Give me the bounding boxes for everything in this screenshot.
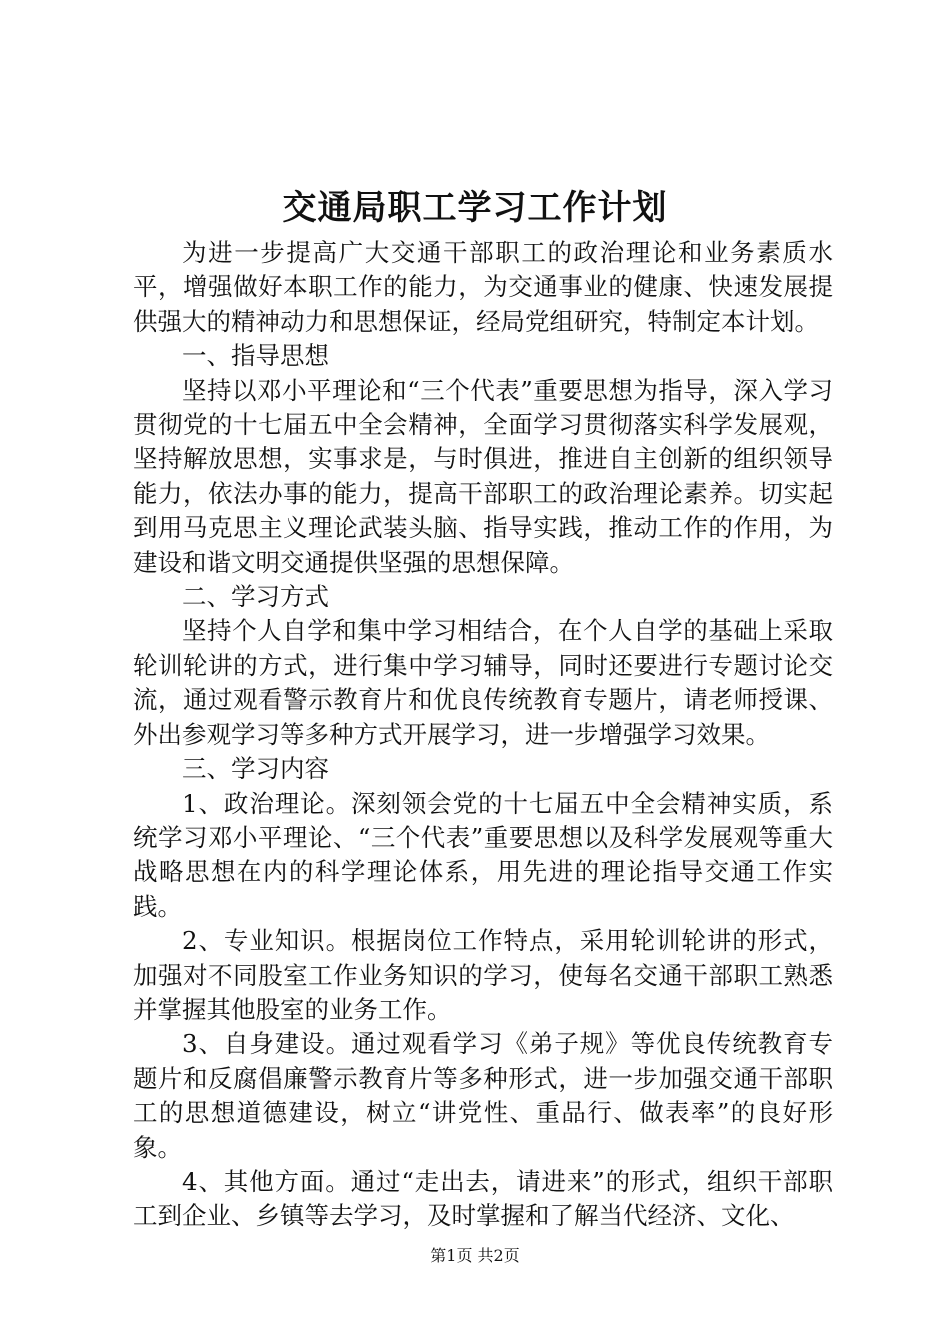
study-content-item-3: 3、自身建设。通过观看学习《弟子规》等优良传统教育专题片和反腐倡廉警示教育片等多种形式，进一步加强交通干部职工的思想道德建设，树立“讲党性、重品行、做表率”的良好形象。	[133, 1029, 833, 1162]
study-method-paragraph: 坚持个人自学和集中学习相结合，在个人自学的基础上采取轮训轮讲的方式，进行集中学习辅导，同时还要进行专题讨论交流，通过观看警示教育片和优良传统教育专题片，请老师授课、外出参观学习等多种方式开展学习，进一步增强学习效果。	[133, 616, 833, 749]
study-content-item-1: 1、政治理论。深刻领会党的十七届五中全会精神实质，系统学习邓小平理论、“三个代表”重要思想以及科学发展观等重大战略思想在内的科学理论体系，用先进的理论指导交通工作实践。	[133, 788, 833, 921]
study-content-item-4: 4、其他方面。通过“走出去，请进来”的形式，组织干部职工到企业、乡镇等去学习，及时掌握和了解当代经济、文化、	[133, 1166, 833, 1231]
document-title: 交通局职工学习工作计划	[282, 188, 668, 228]
intro-paragraph: 为进一步提高广大交通干部职工的政治理论和业务素质水平，增强做好本职工作的能力，为交通事业的健康、快速发展提供强大的精神动力和思想保证，经局党组研究，特制定本计划。	[133, 238, 833, 336]
page-footer: 第1页 共2页	[430, 1246, 520, 1265]
document-body	[133, 236, 833, 1234]
section-heading-study-content: 三、学习内容	[182, 754, 329, 784]
section-heading-study-method: 二、学习方式	[182, 582, 329, 612]
section-heading-guiding-ideology: 一、指导思想	[182, 341, 329, 371]
guiding-ideology-paragraph: 坚持以邓小平理论和“三个代表”重要思想为指导，深入学习贯彻党的十七届五中全会精神，全面学习贯彻落实科学发展观，坚持解放思想，实事求是，与时俱进，推进自主创新的组织领导能力，依法办事的能力，提高干部职工的政治理论素养。切实起到用马克思主义理论武装头脑、指导实践，推动工作的作用，为建设和谐文明交通提供坚强的思想保障。	[133, 375, 833, 577]
study-content-item-2: 2、专业知识。根据岗位工作特点，采用轮训轮讲的形式，加强对不同股室工作业务知识的学习，使每名交通干部职工熟悉并掌握其他股室的业务工作。	[133, 926, 833, 1024]
